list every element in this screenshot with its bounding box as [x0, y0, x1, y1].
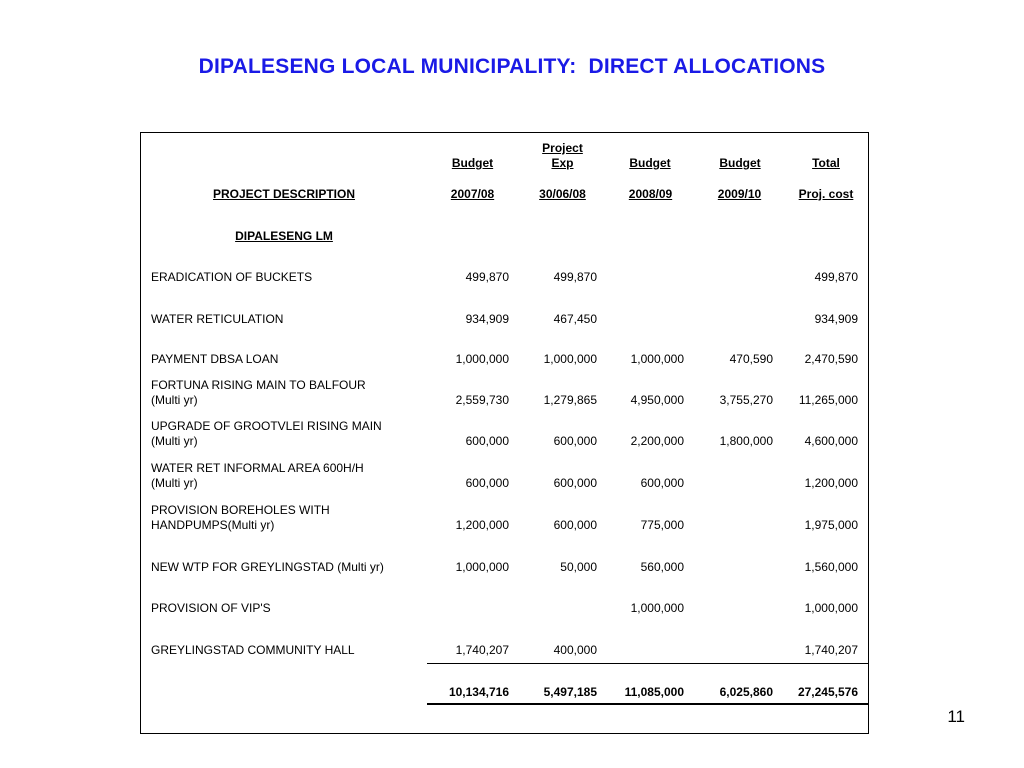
row-description-line2: (Multi yr) [151, 476, 198, 490]
row-description-line1: ERADICATION OF BUCKETS [151, 270, 313, 284]
row-value-col5: 1,200,000 [804, 476, 858, 490]
row-value-col5: 1,000,000 [804, 601, 858, 615]
row-description-line1: WATER RETICULATION [151, 312, 284, 326]
total-value-col3: 11,085,000 [624, 685, 684, 699]
row-description-line1: PAYMENT DBSA LOAN [151, 352, 279, 366]
row-description-line1: NEW WTP FOR GREYLINGSTAD (Multi yr) [151, 560, 384, 574]
row-value-col4: 1,800,000 [719, 434, 773, 448]
section-header: DIPALESENG LM [235, 229, 333, 243]
row-value-col1: 499,870 [465, 270, 509, 284]
row-value-col2: 600,000 [553, 518, 597, 532]
row-value-col5: 1,560,000 [804, 560, 858, 574]
total-value-col5: 27,245,576 [797, 685, 858, 699]
row-description-line2: HANDPUMPS(Multi yr) [151, 518, 275, 532]
description-header: PROJECT DESCRIPTION [212, 187, 356, 201]
col4-header-top: Budget [719, 156, 761, 170]
row-value-col3: 560,000 [640, 560, 684, 574]
page-number: 11 [947, 707, 965, 726]
col1-header-top: Budget [451, 156, 494, 170]
totals-top-rule [427, 663, 868, 664]
total-value-col2: 5,497,185 [543, 685, 597, 699]
row-value-col3: 1,000,000 [630, 601, 684, 615]
row-value-col1: 600,000 [465, 476, 509, 490]
row-value-col2: 600,000 [553, 434, 597, 448]
row-value-col2: 50,000 [560, 560, 597, 574]
row-value-col5: 2,470,590 [804, 352, 858, 366]
row-value-col5: 1,740,207 [804, 643, 858, 657]
row-value-col5: 4,600,000 [804, 434, 858, 448]
row-value-col1: 1,000,000 [455, 352, 509, 366]
row-value-col5: 11,265,000 [798, 393, 858, 407]
col3-header-top: Budget [629, 156, 671, 170]
row-value-col4: 3,755,270 [719, 393, 773, 407]
col2-header-bottom: 30/06/08 [539, 187, 586, 201]
row-value-col5: 1,975,000 [804, 518, 858, 532]
row-description-line1: PROVISION BOREHOLES WITH [151, 503, 330, 517]
row-value-col2: 400,000 [553, 643, 597, 657]
row-value-col2: 600,000 [553, 476, 597, 490]
row-value-col1: 2,559,730 [455, 393, 509, 407]
row-value-col1: 1,000,000 [455, 560, 509, 574]
row-value-col5: 499,870 [814, 270, 858, 284]
row-value-col1: 1,200,000 [455, 518, 509, 532]
row-value-col3: 2,200,000 [630, 434, 684, 448]
row-value-col2: 1,000,000 [543, 352, 597, 366]
row-description-line1: GREYLINGSTAD COMMUNITY HALL [151, 643, 355, 657]
col2-header-line1: Project [542, 141, 583, 155]
col5-header-top: Total [812, 156, 840, 170]
row-description-line1: FORTUNA RISING MAIN TO BALFOUR [151, 378, 366, 392]
row-value-col1: 600,000 [465, 434, 509, 448]
row-value-col2: 1,279,865 [543, 393, 597, 407]
slide-title: DIPALESENG LOCAL MUNICIPALITY: DIRECT ALLOCATIONS [198, 55, 826, 78]
row-value-col5: 934,909 [814, 312, 858, 326]
row-value-col4: 470,590 [729, 352, 773, 366]
col5-header-bottom: Proj. cost [798, 187, 854, 201]
row-description-line1: WATER RET INFORMAL AREA 600H/H [151, 461, 364, 475]
totals-bottom-rule [427, 703, 868, 705]
total-value-col1: 10,134,716 [448, 685, 509, 699]
row-value-col3: 775,000 [640, 518, 684, 532]
row-value-col3: 4,950,000 [630, 393, 684, 407]
row-description-line1: PROVISION OF VIP'S [151, 601, 271, 615]
col2-header-line2: Exp [551, 156, 574, 170]
row-description-line2: (Multi yr) [151, 434, 198, 448]
row-value-col1: 1,740,207 [455, 643, 509, 657]
total-value-col4: 6,025,860 [719, 685, 773, 699]
row-value-col2: 467,450 [553, 312, 597, 326]
row-value-col1: 934,909 [465, 312, 509, 326]
row-value-col3: 1,000,000 [630, 352, 684, 366]
row-description-line2: (Multi yr) [151, 393, 198, 407]
col1-header-bottom: 2007/08 [450, 187, 495, 201]
col4-header-bottom: 2009/10 [717, 187, 762, 201]
row-value-col3: 600,000 [640, 476, 684, 490]
row-description-line1: UPGRADE OF GROOTVLEI RISING MAIN [151, 419, 382, 433]
col3-header-bottom: 2008/09 [628, 187, 673, 201]
row-value-col2: 499,870 [553, 270, 597, 284]
